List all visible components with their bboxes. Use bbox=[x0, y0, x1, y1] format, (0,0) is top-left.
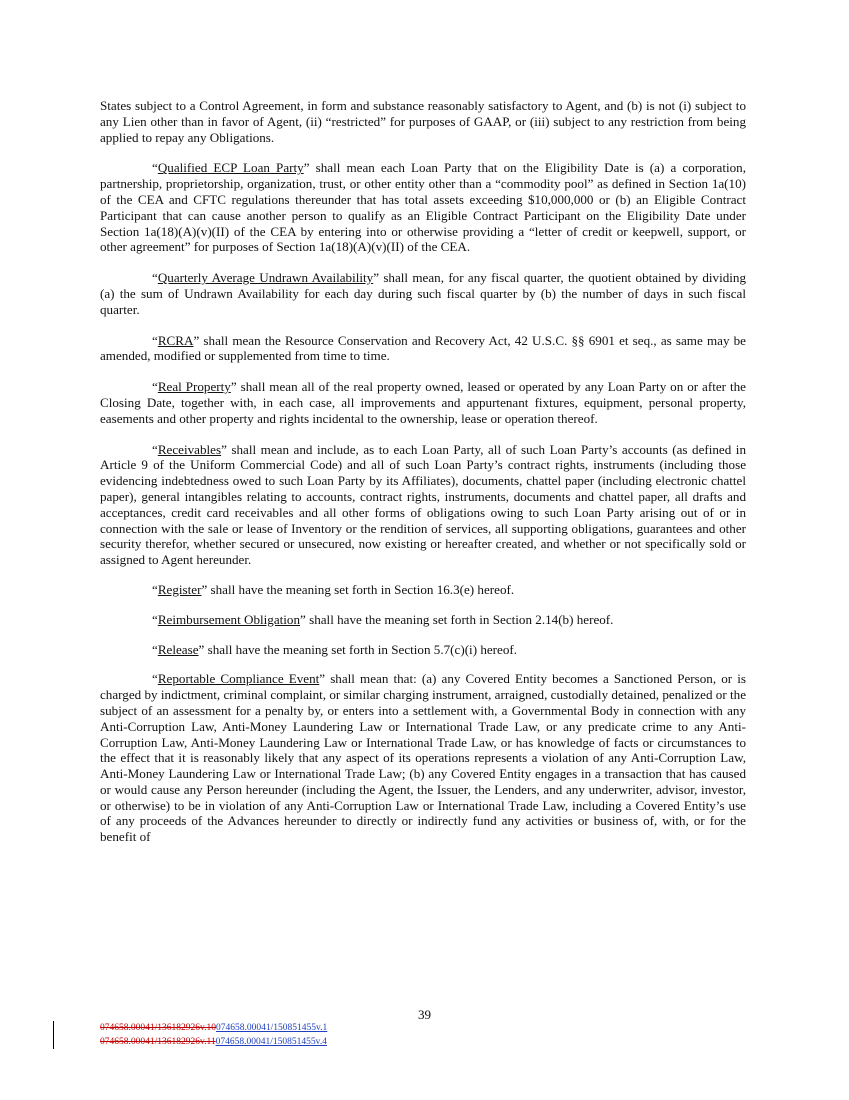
definition-body: shall have the meaning set forth in Section 2.14(b) hereof. bbox=[305, 611, 614, 627]
definition-release: “Release” shall have the meaning set forth in Section 5.7(c)(i) hereof. bbox=[152, 641, 518, 657]
definition-body: shall mean each Loan Party that on the Eligibility Date is (a) a corporation, partnership, proprietorship, organization, trust, or other entity other than a “commodity pool” as defined in Section 1a(10) of the CEA and CFTC regulations thereunder that has total assets exceeding $10,000,000 or (b) an Eligible Contract Participant that can cause another person to qualify as an Eligible Contract Participant on the Eligibility Date under Section 1a(18)(A)(v)(II) of the CEA by entering into or otherwise providing a “letter of credit or keepwell, support, or other agreement” for purposes of Section 1a(18)(A)(v)(II) of the CEA. bbox=[100, 160, 746, 255]
definition-rcra: “RCRA” shall mean the Resource Conservation and Recovery Act, 42 U.S.C. §§ 6901 et seq., as same may be amended, modified or supplemented from time to time. bbox=[100, 332, 746, 364]
definition-reportable-compliance-event: “Reportable Compliance Event” shall mean that: (a) any Covered Entity becomes a Sanctioned Person, or is charged by indictment, criminal complaint, or similar charging instrument, arraigned, custodially detained, penalized or the subject of an assessment for a penalty by, or enters into a settlement with, a Governmental Body in connection with any Anti-Corruption Law, Anti-Money Laundering Law or International Trade Law, or any predicate crime to any Anti- Corruption Law, Anti-Money Laundering Law or International Trade Law, or has knowledge of facts or circumstances to the effect that it is reasonably likely that any aspect of its operations represents a violation of any Anti-Corruption Law, Anti-Money Laundering Law or International Trade Law; (b) any Covered Entity engages in a transaction that has caused or would cause any Person hereunder (including the Agent, the Issuer, the Lenders, and any underwriter, advisor, investor, or otherwise) to be in violation of any Anti-Corruption Law or International Trade Law, including a Covered Entity’s use of any proceeds of the Advances hereunder to directly or indirectly fund any activities or business of, with, or for the benefit of bbox=[100, 671, 746, 845]
definition-qualified-ecp: “Qualified ECP Loan Party” shall mean each Loan Party that on the Eligibility Date is (a) a corporation, partnership, proprietorship, organization, trust, or other entity other than a “commodity pool” as defined in Section 1a(10) of the CEA and CFTC regulations thereunder that has total assets exceeding $10,000,000 or (b) an Eligible Contract Participant that can cause another person to qualify as an Eligible Contract Participant on the Eligibility Date under Section 1a(18)(A)(v)(II) of the CEA by entering into or otherwise providing a “letter of credit or keepwell, support, or other agreement” for purposes of Section 1a(18)(A)(v)(II) of the CEA. bbox=[100, 160, 746, 255]
definition-receivables: “Receivables” shall mean and include, as to each Loan Party, all of such Loan Party’s accounts (as defined in Article 9 of the Uniform Commercial Code) and all of such Loan Party’s contract rights, instruments (including those evidencing indebtedness owed to such Loan Party by its Affiliates), documents, chattel paper (including electronic chattel paper), general intangibles relating to accounts, contract rights, instruments, documents and chattel paper, all drafts and acceptances, credit card receivables and all other forms of obligations owing to such Loan Party arising out of or in connection with the sale or lease of Inventory or the rendition of services, all supporting obligations, guarantees and other security therefor, whether secured or unsecured, now existing or hereafter created, and whether or not specifically sold or assigned to Agent hereunder. bbox=[100, 441, 746, 568]
definition-body: shall mean, for any fiscal quarter, the quotient obtained by dividing (a) the sum of Undrawn Availability for each day during such fiscal quarter by (b) the number of days in such fiscal quarter. bbox=[100, 270, 746, 317]
definition-body: shall mean the Resource Conservation and Recovery Act, 42 U.S.C. §§ 6901 et seq., as same may be amended, modified or supplemented from time to time. bbox=[100, 332, 746, 364]
change-bar bbox=[53, 1021, 54, 1049]
definition-body: shall have the meaning set forth in Section 5.7(c)(i) hereof. bbox=[204, 641, 518, 657]
defined-term: Receivables bbox=[157, 441, 222, 457]
defined-term: Release bbox=[157, 641, 199, 657]
defined-term: Qualified ECP Loan Party bbox=[157, 160, 304, 176]
definition-real-property: “Real Property” shall mean all of the real property owned, leased or operated by any Loan Party on or after the Closing Date, together with, in each case, all improvements and appurtenant fixtures, equipment, personal property, easements and other property and rights incidental to the ownership, lease or operation thereof. bbox=[100, 379, 746, 426]
definition-reimbursement-obligation: “Reimbursement Obligation” shall have the meaning set forth in Section 2.14(b) hereof. bbox=[152, 611, 614, 627]
defined-term: RCRA bbox=[157, 332, 194, 348]
defined-term: Register bbox=[157, 581, 202, 597]
definition-body: shall have the meaning set forth in Section 16.3(e) hereof. bbox=[207, 581, 515, 597]
deleted-doc-id: 074658.00041/136182926v.11 bbox=[100, 1036, 216, 1047]
footer-line-1 bbox=[100, 1022, 327, 1036]
inserted-doc-id: 074658.00041/150851455v.4 bbox=[215, 1036, 327, 1047]
definition-body: shall mean and include, as to each Loan Party, all of such Loan Party’s accounts (as defined in Article 9 of the Uniform Commercial Code) and all of such Loan Party’s contract rights, instruments (including those evidencing indebtedness owed to such Loan Party by its Affiliates), documents, chattel paper (including electronic chattel paper), general intangibles relating to accounts, contract rights, instruments, documents and chattel paper, all drafts and acceptances, credit card receivables and all other forms of obligations owing to such Loan Party arising out of or in connection with the sale or lease of Inventory or the rendition of services, all supporting obligations, guarantees and other security therefor, whether secured or unsecured, now existing or hereafter created, and whether or not specifically sold or assigned to Agent hereunder. bbox=[100, 441, 746, 568]
deleted-doc-id: 074658.00041/136182926v.10 bbox=[100, 1023, 217, 1033]
document-footer bbox=[100, 1022, 327, 1049]
page-number: 39 bbox=[417, 1007, 432, 1022]
definition-body: shall mean all of the real property owned, leased or operated by any Loan Party on or after the Closing Date, together with, in each case, all improvements and appurtenant fixtures, equipment, personal property, easements and other property and rights incidental to the ownership, lease or operation thereof. bbox=[100, 379, 746, 426]
intro-paragraph: States subject to a Control Agreement, in form and substance reasonably satisfactory to Agent, and (b) is not (i) subject to any Lien other than in favor of Agent, (ii) “restricted” for purposes of GAAP, or (iii) subject to any restriction from being applied to repay any Obligations. bbox=[100, 98, 746, 145]
footer-line-2 bbox=[100, 1036, 327, 1050]
inserted-doc-id: 074658.00041/150851455v.1 bbox=[216, 1023, 328, 1033]
defined-term: Reimbursement Obligation bbox=[157, 611, 301, 627]
defined-term: Real Property bbox=[157, 379, 231, 395]
definition-quarterly-average: “Quarterly Average Undrawn Availability” shall mean, for any fiscal quarter, the quotient obtained by dividing (a) the sum of Undrawn Availability for each day during such fiscal quarter by (b) the number of days in such fiscal quarter. bbox=[100, 270, 746, 317]
defined-term: Reportable Compliance Event bbox=[157, 671, 320, 687]
defined-term: Quarterly Average Undrawn Availability bbox=[157, 270, 374, 286]
definition-register: “Register” shall have the meaning set forth in Section 16.3(e) hereof. bbox=[152, 581, 515, 597]
document-page bbox=[100, 98, 746, 845]
definition-body: shall mean that: (a) any Covered Entity becomes a Sanctioned Person, or is charged by indictment, criminal complaint, or similar charging instrument, arraigned, custodially detained, penalized or the subject of an assessment for a penalty by, or enters into a settlement with, a Governmental Body in connection with any Anti-Corruption Law, Anti-Money Laundering Law or International Trade Law, or any predicate crime to any Anti- Corruption Law, Anti-Money Laundering Law or International Trade Law, or has knowledge of facts or circumstances to the effect that it is reasonably likely that any aspect of its operations represents a violation of any Anti-Corruption Law, Anti-Money Laundering Law or International Trade Law; (b) any Covered Entity engages in a transaction that has caused or would cause any Person hereunder (including the Agent, the Issuer, the Lenders, and any underwriter, advisor, investor, or otherwise) to be in violation of any Anti-Corruption Law or International Trade Law, including a Covered Entity’s use of any proceeds of the Advances hereunder to directly or indirectly fund any activities or business of, with, or for the benefit of bbox=[100, 671, 746, 845]
